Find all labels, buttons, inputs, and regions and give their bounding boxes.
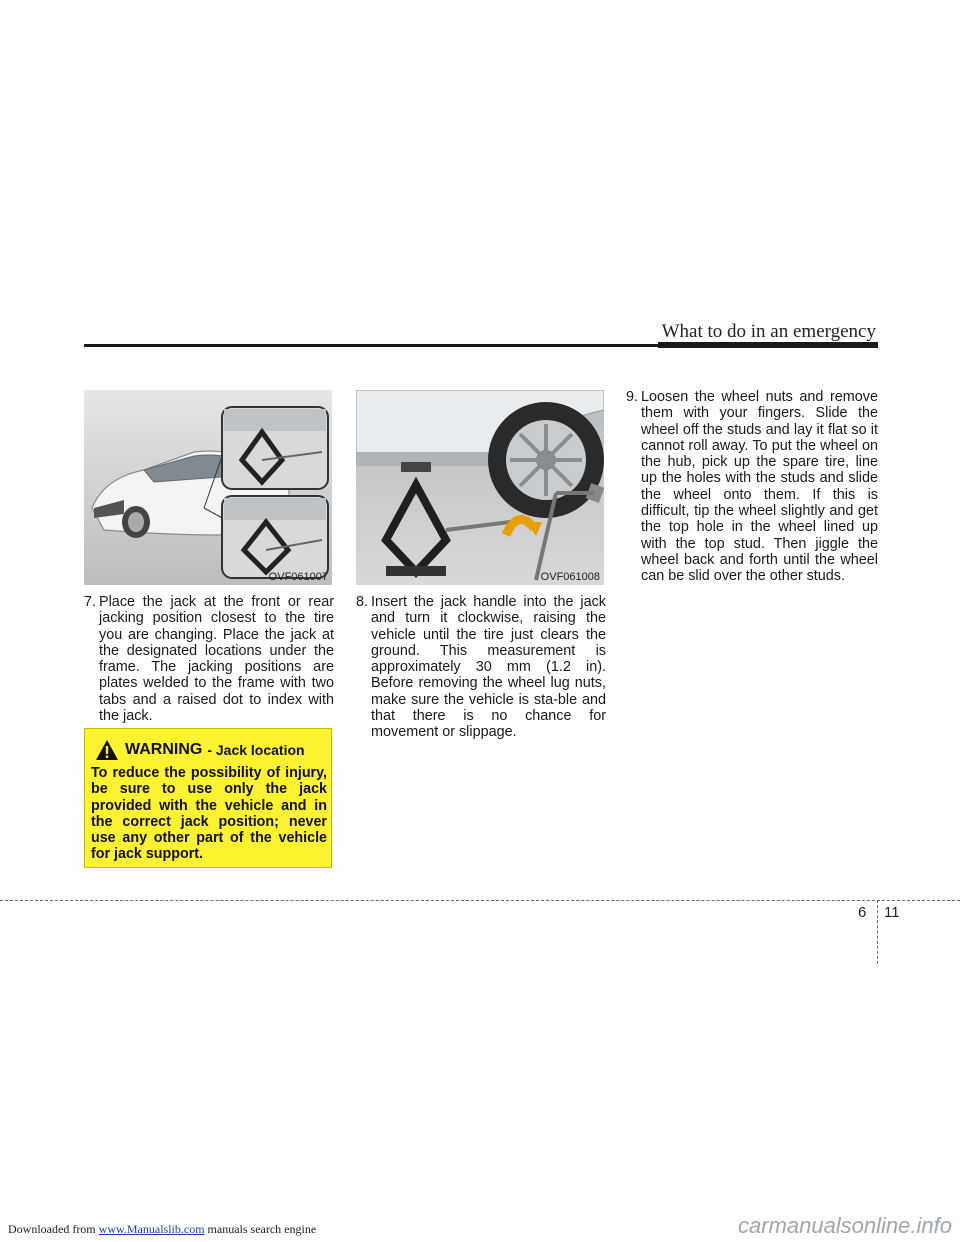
warning-title: WARNING: [125, 741, 203, 758]
step-number: 8.: [356, 594, 369, 610]
figure-code: OVF061007: [268, 571, 328, 583]
step-7: [84, 594, 334, 724]
step-text: Loosen the wheel nuts and remove them with your fingers. Slide the wheel off the studs and lay it flat so it cannot roll away. To put the wheel on the hub, pick up the spare tire, line up the holes with the studs and slide the wheel onto them. If this is difficult, tip the wheel slightly and get the top hole in the wheel lined up with the top stud. Then jiggle the wheel back and forth until the wheel can be slid over the other studs.: [641, 389, 878, 585]
car-jack-illustration: [84, 390, 332, 585]
crop-line: [0, 900, 960, 901]
warning-header: [95, 739, 305, 761]
warning-box: [84, 728, 332, 868]
step-text: Insert the jack handle into the jack and turn it clockwise, raising the vehicle until the tire just clears the ground. This measurement is approximately 30 mm (1.2 in). Before removing the wheel lug nuts, make sure the vehicle is sta-ble and that there is no chance for movement or slippage.: [371, 594, 606, 741]
watermark: carmanualsonline.info: [737, 1213, 952, 1238]
manualslib-link[interactable]: www.Manualslib.com: [98, 1222, 205, 1236]
footer-suffix: manuals search engine: [204, 1222, 317, 1236]
jack-handle-illustration: [356, 390, 604, 585]
step-text: Place the jack at the front or rear jacking position closest to the tire you are changing. Place the jack at the designated locations under the frame. The jacking positions are plates welded to the frame with two tabs and a raised dot to index with the jack.: [99, 594, 334, 725]
section-title: What to do in an emergency: [661, 321, 876, 342]
warning-triangle-icon: [95, 739, 119, 761]
step-number: 9.: [626, 389, 639, 405]
warning-subtitle: - Jack location: [207, 742, 305, 758]
warning-text: To reduce the possibility of injury, be sure to use only the jack provided with the vehicle and in the correct jack position; never use any other part of the vehicle for jack support.: [91, 765, 327, 863]
jack-handle-figure: [356, 390, 604, 585]
jack-location-figure: [84, 390, 332, 585]
header-rule-accent: [658, 342, 878, 348]
step-number: 7.: [84, 594, 97, 610]
download-footer: [8, 1222, 316, 1237]
page-number: 11: [884, 904, 900, 921]
figure-code: OVF061008: [540, 571, 600, 583]
step-9: [626, 389, 878, 585]
crop-line-vertical: [877, 900, 878, 964]
footer-prefix: Downloaded from: [8, 1222, 99, 1236]
step-8: [356, 594, 606, 741]
chapter-number: 6: [858, 904, 867, 921]
